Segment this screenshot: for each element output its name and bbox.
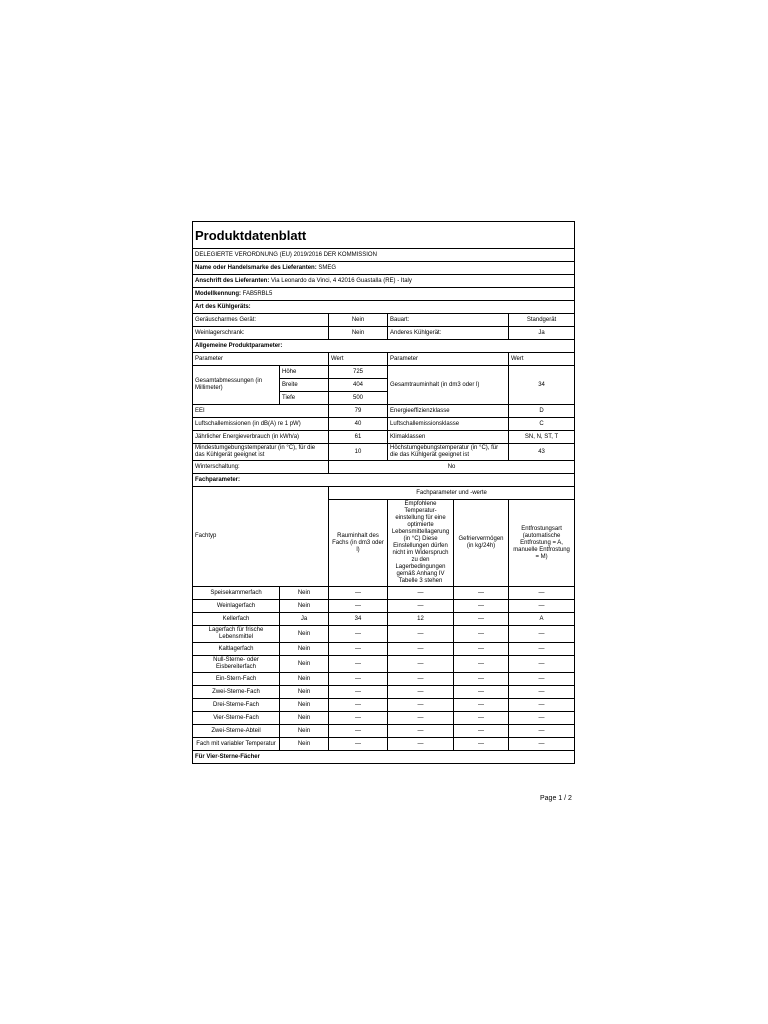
compartment-freeze: —	[454, 600, 509, 613]
compartment-temp: —	[388, 656, 454, 673]
compartment-defrost: —	[509, 656, 575, 673]
compartment-type-header: Fachtyp	[193, 487, 329, 587]
compartment-temp: —	[388, 686, 454, 699]
compartment-volume: —	[329, 673, 388, 686]
compartment-defrost: A	[509, 613, 575, 626]
min-temp-label: Mindestumgebungstemperatur (in °C), für die das Kühlgerät geeignet ist	[193, 444, 329, 461]
table-row	[193, 643, 575, 656]
regulation-line: DELEGIERTE VERORDNUNG (EU) 2019/2016 DER KOMMISSION	[193, 249, 575, 262]
other-appliance-value: Ja	[509, 327, 575, 340]
compartment-present: Nein	[280, 643, 329, 656]
supplier-name-row	[193, 262, 575, 275]
page-title: Produktdatenblatt	[193, 222, 575, 249]
compartment-name: Kellerfach	[193, 613, 280, 626]
compartment-defrost: —	[509, 738, 575, 751]
compartment-group-header: Fachparameter und -werte	[329, 487, 575, 500]
compartment-volume: —	[329, 725, 388, 738]
build-type-label: Bauart:	[388, 314, 509, 327]
compartment-freeze: —	[454, 712, 509, 725]
compartment-temp: —	[388, 712, 454, 725]
compartment-defrost: —	[509, 686, 575, 699]
model-label: Modellkennung:	[195, 290, 241, 297]
data-sheet-table	[192, 221, 575, 764]
compartments-heading: Fachparameter:	[193, 474, 575, 487]
compartment-temp: —	[388, 626, 454, 643]
wine-cabinet-value: Nein	[329, 327, 388, 340]
max-temp-value: 43	[509, 444, 575, 461]
compartment-present: Nein	[280, 673, 329, 686]
noise-label: Luftschallemissionen (in dB(A) re 1 pW)	[193, 418, 329, 431]
compartment-rows	[193, 587, 575, 751]
value-col-header-2: Wert	[509, 353, 575, 366]
climate-label: Klimaklassen	[388, 431, 509, 444]
noise-value: 40	[329, 418, 388, 431]
compartment-freeze: —	[454, 673, 509, 686]
compartment-present: Nein	[280, 600, 329, 613]
volume-value: 34	[509, 366, 575, 405]
compartment-freeze-header: Gefriervermögen (in kg/24h)	[454, 500, 509, 587]
product-data-sheet	[192, 221, 574, 764]
compartment-defrost-header: Entfrostungsart (automatische Entfrostung = A, manuelle Entfrostung = M)	[509, 500, 575, 587]
compartment-volume: —	[329, 686, 388, 699]
table-row	[193, 725, 575, 738]
table-row	[193, 600, 575, 613]
energy-class-label: Energieeffizienzklasse	[388, 405, 509, 418]
compartment-present: Nein	[280, 626, 329, 643]
param-col-header-2: Parameter	[388, 353, 509, 366]
supplier-name-label: Name oder Handelsmarke des Lieferanten:	[195, 264, 317, 271]
supplier-address-value: Via Leonardo da Vinci, 4 42016 Guastalla (RE) - Italy	[271, 277, 412, 284]
compartment-freeze: —	[454, 686, 509, 699]
compartment-name: Zwei-Sterne-Abteil	[193, 725, 280, 738]
compartment-defrost: —	[509, 699, 575, 712]
volume-label: Gesamtrauminhalt (in dm3 oder l)	[388, 366, 509, 405]
compartment-defrost: —	[509, 673, 575, 686]
compartment-temp: 12	[388, 613, 454, 626]
supplier-address-label: Anschrift des Lieferanten:	[195, 277, 270, 284]
climate-value: SN, N, ST, T	[509, 431, 575, 444]
compartment-name: Vier-Sterne-Fach	[193, 712, 280, 725]
compartment-temp: —	[388, 738, 454, 751]
wine-cabinet-label: Weinlagerschrank:	[193, 327, 329, 340]
appliance-type-heading: Art des Kühlgeräts:	[193, 301, 575, 314]
compartment-freeze: —	[454, 626, 509, 643]
model-row	[193, 288, 575, 301]
depth-value: 500	[329, 392, 388, 405]
table-row	[193, 699, 575, 712]
compartment-name: Weinlagerfach	[193, 600, 280, 613]
low-noise-value: Nein	[329, 314, 388, 327]
table-row	[193, 686, 575, 699]
compartment-present: Nein	[280, 656, 329, 673]
compartment-temp: —	[388, 587, 454, 600]
compartment-volume: —	[329, 712, 388, 725]
eei-value: 79	[329, 405, 388, 418]
compartment-volume: —	[329, 738, 388, 751]
compartment-defrost: —	[509, 643, 575, 656]
compartment-freeze: —	[454, 613, 509, 626]
table-row	[193, 587, 575, 600]
annual-energy-label: Jährlicher Energieverbrauch (in kWh/a)	[193, 431, 329, 444]
compartment-name: Fach mit variabler Temperatur	[193, 738, 280, 751]
other-appliance-label: Anderes Kühlgerät:	[388, 327, 509, 340]
compartment-name: Lagerfach für frische Lebensmittel	[193, 626, 280, 643]
height-label: Höhe	[280, 366, 329, 379]
compartment-temp: —	[388, 643, 454, 656]
compartment-freeze: —	[454, 738, 509, 751]
page-number: Page 1 / 2	[540, 795, 572, 802]
compartment-present: Ja	[280, 613, 329, 626]
winter-label: Winterschaltung:	[193, 461, 329, 474]
compartment-defrost: —	[509, 725, 575, 738]
compartment-freeze: —	[454, 699, 509, 712]
compartment-present: Nein	[280, 686, 329, 699]
energy-class-value: D	[509, 405, 575, 418]
general-heading: Allgemeine Produktparameter:	[193, 340, 575, 353]
compartment-defrost: —	[509, 626, 575, 643]
model-value: FAB5RBL5	[242, 290, 273, 297]
compartment-temp: —	[388, 600, 454, 613]
compartment-volume: —	[329, 587, 388, 600]
compartment-temp: —	[388, 699, 454, 712]
compartment-present: Nein	[280, 738, 329, 751]
table-row	[193, 738, 575, 751]
table-row	[193, 626, 575, 643]
compartment-name: Kaltlagerfach	[193, 643, 280, 656]
compartment-present: Nein	[280, 587, 329, 600]
four-star-heading: Für Vier-Sterne-Fächer	[193, 751, 575, 764]
value-col-header: Wert	[329, 353, 388, 366]
eei-label: EEI	[193, 405, 329, 418]
min-temp-value: 10	[329, 444, 388, 461]
noise-class-label: Luftschallemissionsklasse	[388, 418, 509, 431]
compartment-name: Drei-Sterne-Fach	[193, 699, 280, 712]
compartment-freeze: —	[454, 643, 509, 656]
compartment-temp: —	[388, 725, 454, 738]
compartment-present: Nein	[280, 699, 329, 712]
low-noise-label: Geräuscharmes Gerät:	[193, 314, 329, 327]
compartment-name: Speisekammerfach	[193, 587, 280, 600]
compartment-present: Nein	[280, 725, 329, 738]
dimensions-label: Gesamtabmessungen (in Millimeter)	[193, 366, 280, 405]
supplier-name-value: SMEG	[318, 264, 337, 271]
noise-class-value: C	[509, 418, 575, 431]
max-temp-label: Höchstumgebungstemperatur (in °C), für die das Kühlgerät geeignet ist	[388, 444, 509, 461]
height-value: 725	[329, 366, 388, 379]
annual-energy-value: 61	[329, 431, 388, 444]
compartment-volume: 34	[329, 613, 388, 626]
compartment-temp: —	[388, 673, 454, 686]
table-row	[193, 656, 575, 673]
compartment-defrost: —	[509, 712, 575, 725]
compartment-freeze: —	[454, 725, 509, 738]
compartment-freeze: —	[454, 656, 509, 673]
compartment-volume-header: Rauminhalt des Fachs (in dm3 oder l)	[329, 500, 388, 587]
build-type-value: Standgerät	[509, 314, 575, 327]
compartment-name: Ein-Stern-Fach	[193, 673, 280, 686]
width-value: 404	[329, 379, 388, 392]
compartment-name: Null-Sterne- oder Eisbereiterfach	[193, 656, 280, 673]
compartment-temp-header: Empfohlene Temperatur-einstellung für eine optimierte Lebensmittellagerung (in °C) Diese Einstellungen dürfen nicht im Widerspruch zu den Lagerbedingungen gemäß Anhang IV Tabelle 3 stehen	[388, 500, 454, 587]
compartment-volume: —	[329, 626, 388, 643]
table-row	[193, 613, 575, 626]
winter-value: No	[329, 461, 575, 474]
compartment-volume: —	[329, 656, 388, 673]
compartment-defrost: —	[509, 587, 575, 600]
supplier-address-row	[193, 275, 575, 288]
depth-label: Tiefe	[280, 392, 329, 405]
width-label: Breite	[280, 379, 329, 392]
compartment-volume: —	[329, 699, 388, 712]
compartment-name: Zwei-Sterne-Fach	[193, 686, 280, 699]
compartment-defrost: —	[509, 600, 575, 613]
compartment-freeze: —	[454, 587, 509, 600]
compartment-volume: —	[329, 600, 388, 613]
table-row	[193, 673, 575, 686]
table-row	[193, 712, 575, 725]
param-col-header: Parameter	[193, 353, 329, 366]
compartment-present: Nein	[280, 712, 329, 725]
compartment-volume: —	[329, 643, 388, 656]
